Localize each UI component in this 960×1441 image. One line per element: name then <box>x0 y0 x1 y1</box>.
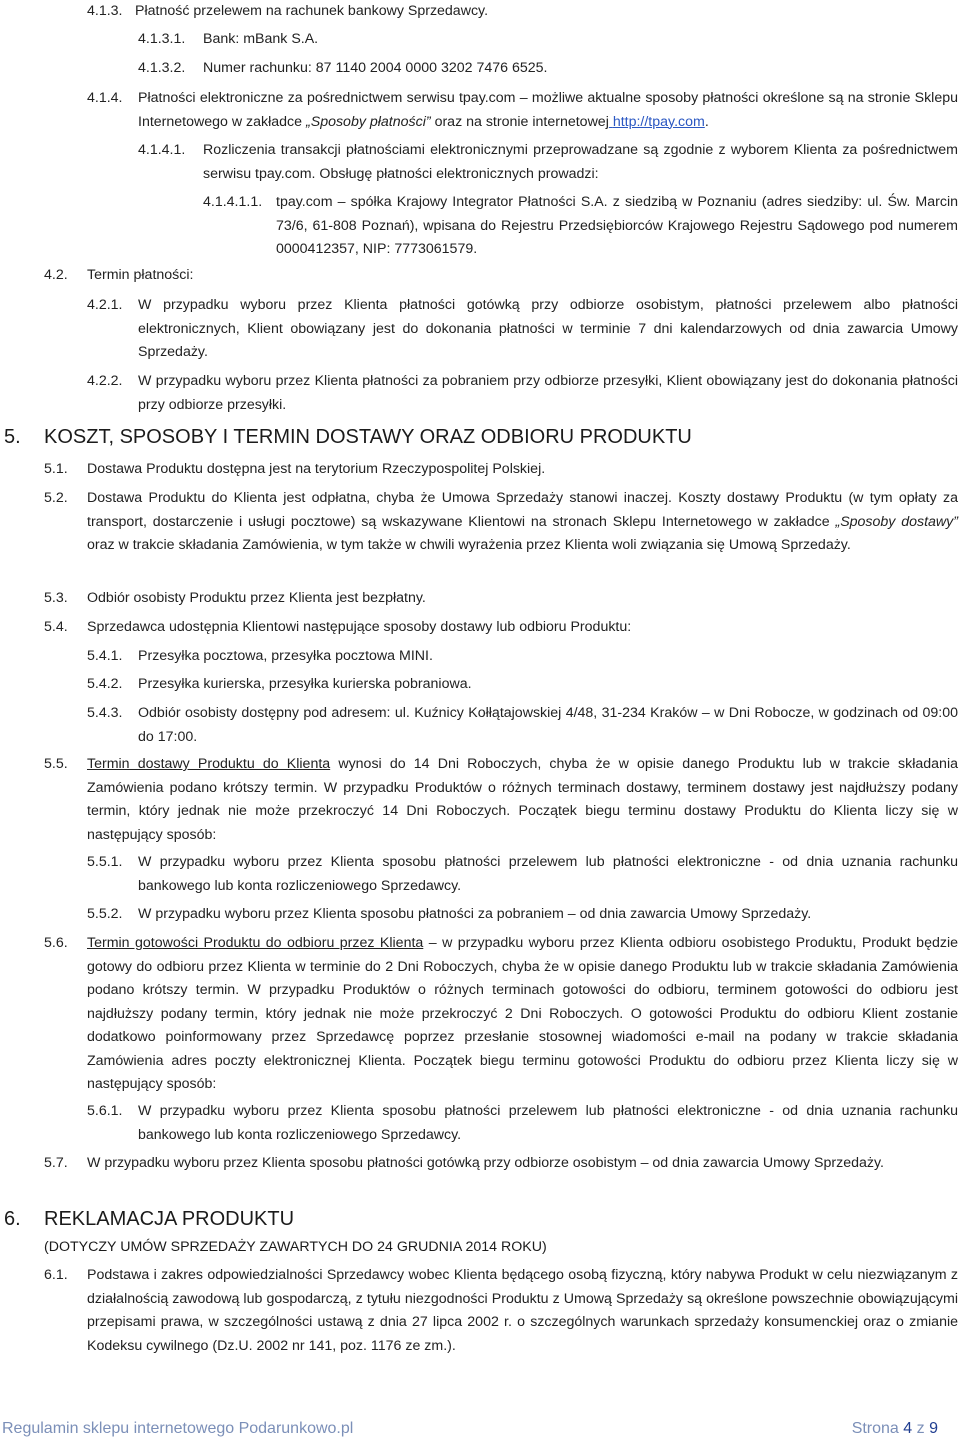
clause-text: Odbiór osobisty dostępny pod adresem: ul. Kuźnicy Kołłątajowskiej 4/48, 31-234 Kraków – w Dni Robocze, w godzinach od 09:00 do 17:00. <box>138 705 958 745</box>
clause-4-1-3 <box>0 0 958 24</box>
page-word: Strona <box>851 1420 899 1437</box>
clause-4-1-4-1 <box>0 139 958 186</box>
clause-5-3 <box>0 587 958 611</box>
text-part: Dostawa Produktu do Klienta jest odpłatna, chyba że Umowa Sprzedaży stanowi inaczej. Koszty dostawy Produktu (w tym opłaty za transport, dostarczenie i usługi pocztowe) są wskazywane Klientowi na stronach Sklepu Internetowego w zakładce <box>87 490 958 530</box>
clause-5-5-2 <box>0 903 958 927</box>
clause-4-2-2 <box>0 370 958 417</box>
text-part: Płatności elektroniczne za pośrednictwem serwisu tpay.com – możliwe aktualne sposoby płatności określone są na stronie Sklepu Internetowego w zakładce <box>138 90 958 130</box>
page-footer <box>2 1417 938 1441</box>
text-period: . <box>704 113 709 130</box>
text-part: oraz na stronie internetowej <box>434 113 609 130</box>
clause-5-5 <box>0 753 958 847</box>
clause-number: 4.1.3.2. <box>138 60 186 76</box>
section-5-heading <box>0 424 958 450</box>
page-separator: z <box>916 1420 925 1437</box>
clause-text: W przypadku wyboru przez Klienta płatności za pobraniem przy odbiorze przesyłki, Klient obowiązany jest do dokonania płatności przy odbiorze przesyłki. <box>138 373 958 413</box>
tab-name-payment-methods: „Sposoby płatności” <box>306 113 431 130</box>
clause-number: 5.1. <box>44 461 68 477</box>
clause-number: 5.4.3. <box>87 705 123 721</box>
term-delivery: Termin dostawy Produktu do Klienta <box>87 756 331 772</box>
clause-4-1-4-1-1 <box>0 191 958 262</box>
clause-text: Płatność przelewem na rachunek bankowy Sprzedawcy. <box>135 3 489 19</box>
clause-number: 5.2. <box>44 490 68 506</box>
section-6-heading <box>0 1206 958 1232</box>
clause-text: Podstawa i zakres odpowiedzialności Sprzedawcy wobec Klienta będącego osobą fizyczną, który nabywa Produkt w celu niezwiązanym z działalnością zawodową lub gospodarczą, z tytułu niezgodności Produktu z Umową Sprzedaży są określone powszechnie obowiązującymi przepisami prawa, w szczególności ustawą z dnia 27 lipca 2002 r. o szczególnych warunkach sprzedaży konsumenckiej oraz o zmianie Kodeksu cywilnego (Dz.U. 2002 nr 141, poz. 1176 ze zm.). <box>87 1267 958 1354</box>
clause-number: 4.1.3. <box>87 3 123 19</box>
tpay-link[interactable]: http://tpay.com <box>612 113 705 130</box>
clause-5-4 <box>0 616 958 640</box>
tab-name-delivery-methods: „Sposoby dostawy” <box>835 513 958 530</box>
clause-text: W przypadku wyboru przez Klienta sposobu płatności za pobraniem – od dnia zawarcia Umowy Sprzedaży. <box>138 906 812 922</box>
page-total: 9 <box>929 1420 938 1437</box>
clause-number: 4.1.4.1.1. <box>203 194 263 210</box>
clause-4-1-3-1 <box>0 28 958 52</box>
clause-number: 6.1. <box>44 1267 68 1283</box>
clause-text <box>138 87 958 134</box>
text-part: oraz w trakcie składania Zamówienia, w tym także w chwili wyrażenia przez Klienta woli związania się Umową Sprzedaży. <box>87 537 851 553</box>
section-number: 6. <box>4 1208 21 1230</box>
clause-text: tpay.com – spółka Krajowy Integrator Płatności S.A. z siedzibą w Poznaniu (adres siedziby: ul. Św. Marcin 73/6, 61-808 Poznań), wpisana do Rejestru Przedsiębiorców Krajowego Rejestru Sądowego pod numerem 0000412357, NIP: 7773061579. <box>276 194 958 257</box>
clause-5-6 <box>0 932 958 1097</box>
clause-text: Przesyłka kurierska, przesyłka kurierska pobraniowa. <box>138 676 472 692</box>
page-current: 4 <box>903 1420 913 1437</box>
clause-text: Bank: mBank S.A. <box>203 31 319 47</box>
clause-number: 5.5.1. <box>87 854 123 870</box>
clause-5-5-1 <box>0 851 958 898</box>
clause-number: 5.4.1. <box>87 648 123 664</box>
clause-text <box>87 487 958 558</box>
clause-number: 5.4. <box>44 619 68 635</box>
section-6-subheading: (DOTYCZY UMÓW SPRZEDAŻY ZAWARTYCH DO 24 GRUDNIA 2014 ROKU) <box>44 1239 547 1255</box>
clause-text <box>87 753 958 847</box>
clause-text: W przypadku wyboru przez Klienta sposobu płatności przelewem lub płatności elektroniczne - od dnia uznania rachunku bankowego lub konta rozliczeniowego Sprzedawcy. <box>138 854 958 894</box>
clause-number: 5.3. <box>44 590 68 606</box>
clause-5-4-1 <box>0 645 958 669</box>
clause-number: 5.6. <box>44 935 68 951</box>
clause-text: Rozliczenia transakcji płatnościami elektronicznymi przeprowadzane są zgodnie z wyborem Klienta za pośrednictwem serwisu tpay.com. Obsługę płatności elektronicznych prowadzi: <box>203 142 958 182</box>
section-title: REKLAMACJA PRODUKTU <box>44 1208 295 1230</box>
clause-5-1 <box>0 458 958 482</box>
clause-number: 4.2.1. <box>87 297 123 313</box>
clause-4-1-3-2 <box>0 57 958 81</box>
clause-text: W przypadku wyboru przez Klienta sposobu płatności gotówką przy odbiorze osobistym – od dnia zawarcia Umowy Sprzedaży. <box>87 1155 884 1171</box>
clause-text: Sprzedawca udostępnia Klientowi następujące sposoby dostawy lub odbioru Produktu: <box>87 619 632 635</box>
clause-text: Numer rachunku: 87 1140 2004 0000 3202 7476 6525. <box>203 60 548 76</box>
clause-number: 4.2. <box>44 267 68 283</box>
clause-number: 4.1.3.1. <box>138 31 186 47</box>
clause-5-6-1 <box>0 1100 958 1147</box>
clause-number: 5.5.2. <box>87 906 123 922</box>
term-readiness: Termin gotowości Produktu do odbioru przez Klienta <box>87 935 424 951</box>
clause-4-2-1 <box>0 294 958 365</box>
clause-5-4-3 <box>0 702 958 749</box>
clause-number: 4.2.2. <box>87 373 123 389</box>
clause-number: 4.1.4.1. <box>138 142 186 158</box>
section-number: 5. <box>4 426 21 448</box>
text-part: – w przypadku wyboru przez Klienta odbioru osobistego Produktu, Produkt będzie gotowy do odbioru przez Klienta w terminie do 2 Dni Roboczych, chyba że w opisie danego Produktu lub w trakcie składania Zamówienia podano krótszy termin. W przypadku Produktów o różnych terminach gotowości do odbioru, terminem gotowości do odbioru jest najdłuższy podany termin, który jednak nie może przekroczyć 2 Dni Roboczych. O gotowości Produktu do odbioru Klient zostanie dodatkowo poinformowany przez Sprzedawcę poprzez przesłanie stosownej wiadomości e-mail na podany w trakcie składania Zamówienia adres poczty elektronicznej Klienta. Początek biegu terminu gotowości Produktu do odbioru przez Klienta liczy się w następujący sposób: <box>87 935 958 1092</box>
clause-text: Przesyłka pocztowa, przesyłka pocztowa MINI. <box>138 648 433 664</box>
clause-6-1 <box>0 1264 958 1358</box>
clause-text: Termin płatności: <box>87 267 194 283</box>
text-part: wynosi do 14 Dni Roboczych, chyba że w opisie danego Produktu lub w trakcie składania Zamówienia podano krótszy termin. W przypadku Produktów o różnych terminach dostawy, terminem dostawy jest najdłuższy podany termin, który jednak nie może przekroczyć 14 Dni Roboczych. Początek biegu terminu dostawy Produktu do Klienta liczy się w następujący sposób: <box>87 756 958 843</box>
clause-4-1-4 <box>0 87 958 134</box>
clause-number: 5.6.1. <box>87 1103 123 1119</box>
clause-number: 4.1.4. <box>87 90 123 106</box>
clause-text: W przypadku wyboru przez Klienta płatności gotówką przy odbiorze osobistym, płatności przelewem albo płatności elektronicznych, Klient obowiązany jest do dokonania płatności w terminie 7 dni kalendarzowych od dnia zawarcia Umowy Sprzedaży. <box>138 297 958 360</box>
clause-number: 5.5. <box>44 756 68 772</box>
clause-text: W przypadku wyboru przez Klienta sposobu płatności przelewem lub płatności elektroniczne - od dnia uznania rachunku bankowego lub konta rozliczeniowego Sprzedawcy. <box>138 1103 958 1143</box>
clause-5-4-2 <box>0 673 958 697</box>
clause-text: Odbiór osobisty Produktu przez Klienta jest bezpłatny. <box>87 590 426 606</box>
clause-5-7 <box>0 1152 958 1176</box>
clause-5-2 <box>0 487 958 558</box>
footer-document-title: Regulamin sklepu internetowego Podarunkowo.pl <box>2 1420 354 1437</box>
clause-text: Dostawa Produktu dostępna jest na terytorium Rzeczypospolitej Polskiej. <box>87 461 546 477</box>
clause-number: 5.7. <box>44 1155 68 1171</box>
section-title: KOSZT, SPOSOBY I TERMIN DOSTAWY ORAZ ODBIORU PRODUKTU <box>44 426 692 448</box>
page-indicator <box>852 1417 938 1441</box>
clause-text <box>87 932 958 1097</box>
clause-number: 5.4.2. <box>87 676 123 692</box>
clause-4-2 <box>0 264 958 288</box>
